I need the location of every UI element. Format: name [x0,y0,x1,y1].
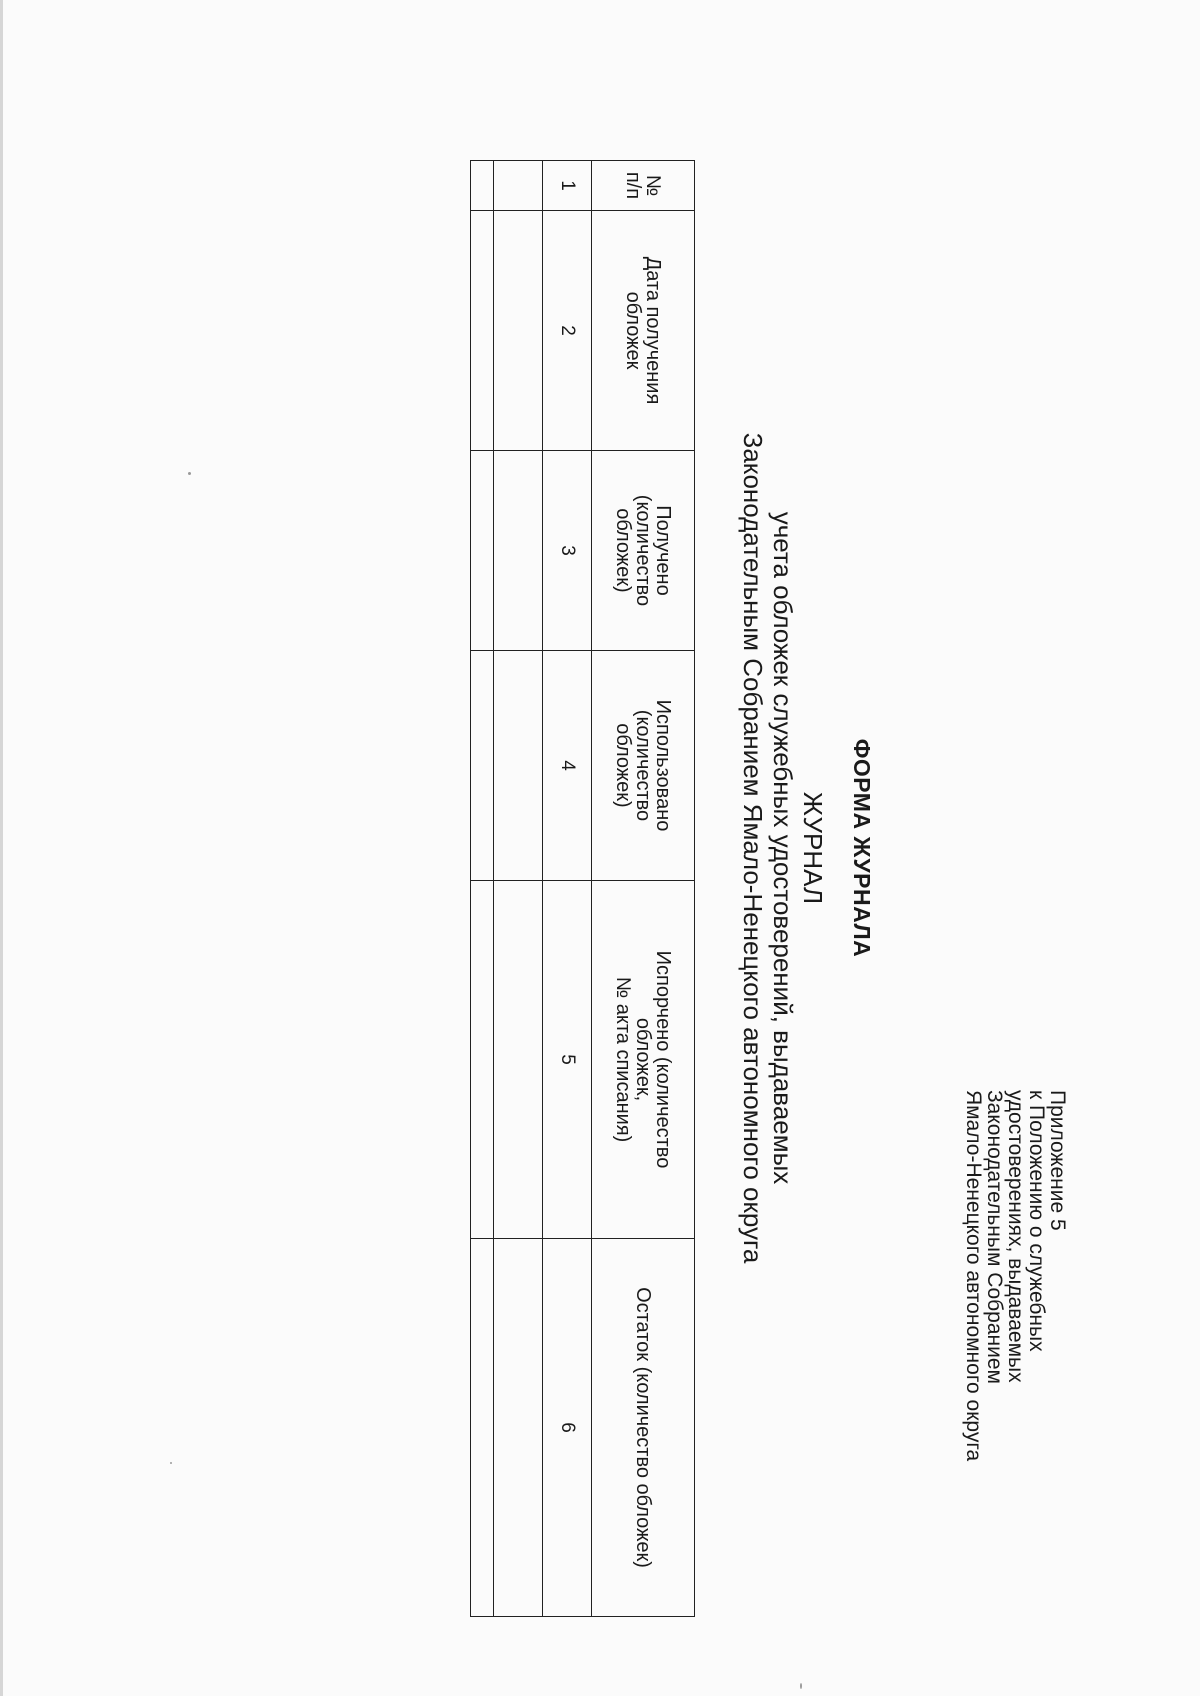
header-cell-remainder: Остаток (количество обложек) [592,1239,695,1617]
column-number-cell: 4 [543,651,592,881]
empty-cell [471,1239,494,1617]
appendix-line: Законодательным Собранием [983,1090,1006,1384]
appendix-line: удостоверениях, выдаваемых [1004,1090,1027,1383]
column-number-row [543,161,592,1617]
empty-cell [471,651,494,881]
header-cell-received: Получено (количество обложек) [592,451,695,651]
column-number-cell: 6 [543,1239,592,1617]
empty-cell [494,881,543,1239]
empty-cell [471,881,494,1239]
column-number-cell: 5 [543,881,592,1239]
empty-cell [471,161,494,211]
empty-cell [494,1239,543,1617]
empty-cell [494,651,543,881]
header-cell-spoiled: Испорчено (количество обложек, № акта списания) [592,881,695,1239]
appendix-line: Ямало-Ненецкого автономного округа [962,1090,985,1462]
appendix-line: Приложение 5 [1046,1090,1069,1231]
empty-cell [471,451,494,651]
journal-title-line: ЖУРНАЛ [798,791,828,905]
header-cell-used: Использовано (количество обложек) [592,651,695,881]
appendix-line: к Положению о служебных [1025,1090,1048,1352]
empty-cell [494,211,543,451]
journal-table [470,160,695,1617]
column-number-cell: 3 [543,451,592,651]
empty-cell [494,451,543,651]
form-title: ФОРМА ЖУРНАЛА [849,738,875,958]
journal-title [738,0,828,1696]
header-cell-number: № п/п [592,161,695,211]
empty-cell [494,161,543,211]
table-row [494,161,543,1617]
appendix-note [963,1090,1068,1510]
column-number-cell: 2 [543,211,592,451]
header-cell-receipt-date: Дата получения обложек [592,211,695,451]
journal-title-line: учета обложек служебных удостоверений, выдаваемых [768,511,798,1185]
table-row [471,161,494,1617]
column-number-cell: 1 [543,161,592,211]
journal-title-line: Законодательным Собранием Ямало-Ненецкого автономного округа [738,432,768,1264]
empty-cell [471,211,494,451]
table-header-row [592,161,695,1617]
